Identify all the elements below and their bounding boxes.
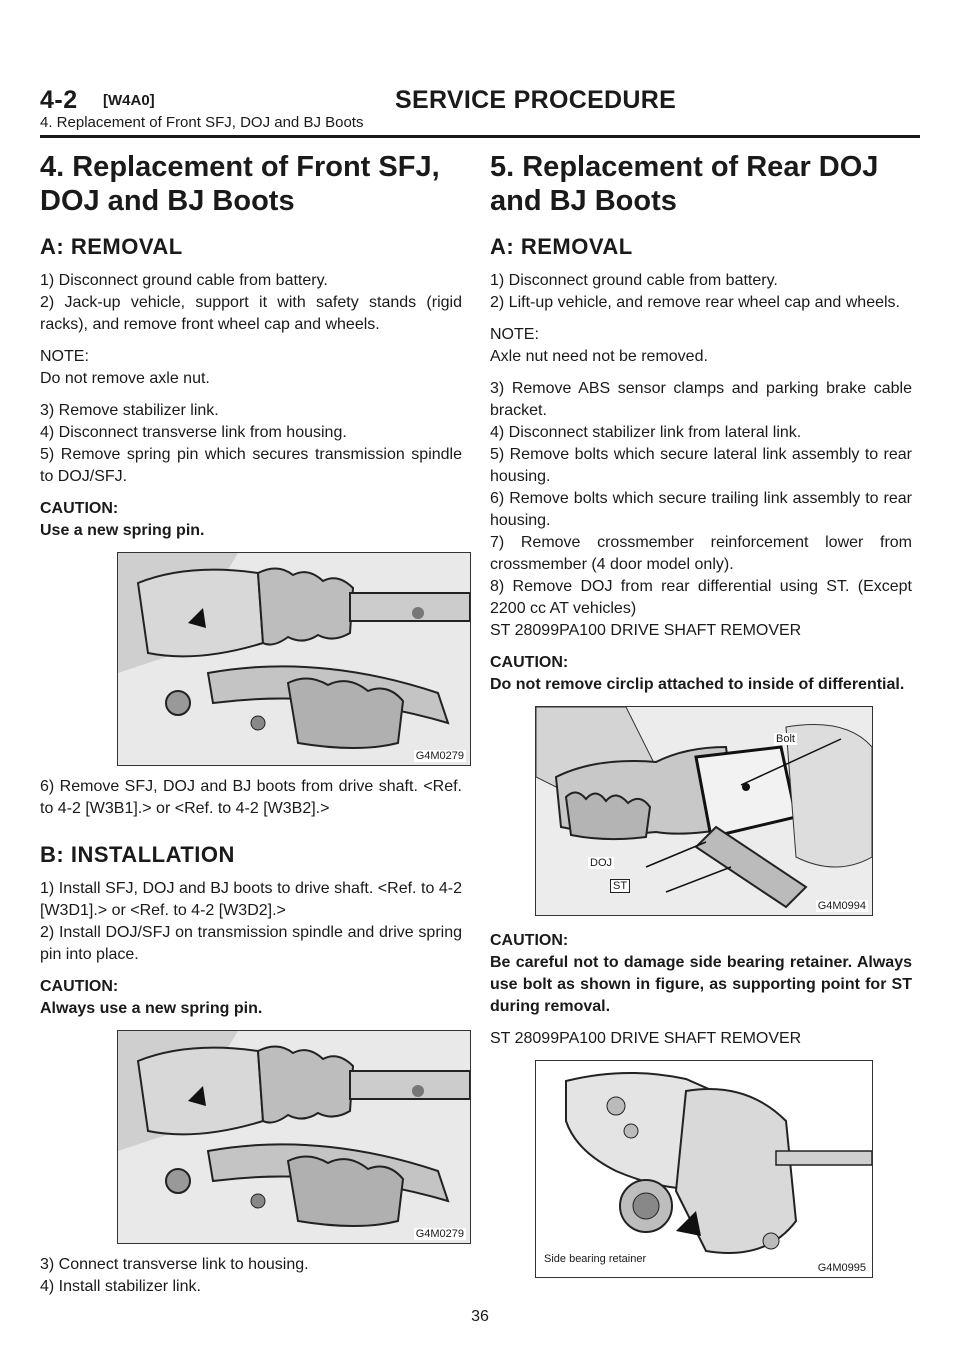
special-tool: ST 28099PA100 DRIVE SHAFT REMOVER xyxy=(490,1030,802,1047)
step: 4) Disconnect stabilizer link from lateral link. xyxy=(490,424,802,441)
rear-doj-illustration xyxy=(536,707,872,915)
step: 4) Install stabilizer link. xyxy=(40,1278,201,1295)
right-column xyxy=(490,150,912,1278)
side-bearing-retainer-label: Side bearing retainer xyxy=(544,1253,647,1265)
step: 6) Remove SFJ, DOJ and BJ boots from drive shaft. <Ref. to 4-2 [W3B1].> or <Ref. to 4-2 [W3B2].> xyxy=(40,778,462,817)
section-code: [W4A0] xyxy=(103,92,155,109)
figure-drive-shaft xyxy=(117,1030,471,1244)
note-text: Axle nut need not be removed. xyxy=(490,348,708,365)
doj-label: DOJ xyxy=(590,857,612,869)
step: 8) Remove DOJ from rear differential using ST. (Except 2200 cc AT vehicles) xyxy=(490,578,912,617)
section-number: 4-2 xyxy=(40,86,78,114)
step: 3) Connect transverse link to housing. xyxy=(40,1256,309,1273)
caution-label: CAUTION: xyxy=(490,932,569,949)
step: 3) Remove stabilizer link. xyxy=(40,402,219,419)
drive-shaft-illustration xyxy=(118,1031,470,1243)
chapter-title xyxy=(40,150,462,218)
figure-id: G4M0994 xyxy=(817,900,866,912)
figure-id: G4M0279 xyxy=(415,1228,464,1240)
bolt-label: Bolt xyxy=(776,733,795,745)
page-number: 36 xyxy=(471,1308,489,1325)
caution-text: Do not remove circlip attached to inside of differential. xyxy=(490,676,905,693)
step: 7) Remove crossmember reinforcement lower from crossmember (4 door model only). xyxy=(490,534,912,573)
figure-side-bearing-retainer xyxy=(535,1060,873,1278)
step: 2) Jack-up vehicle, support it with safety stands (rigid racks), and remove front wheel cap and wheels. xyxy=(40,294,462,333)
chapter-title xyxy=(490,150,912,218)
step: 5) Remove spring pin which secures transmission spindle to DOJ/SFJ. xyxy=(40,446,462,485)
step: 2) Lift-up vehicle, and remove rear wheel cap and wheels. xyxy=(490,294,900,311)
caution-text: Use a new spring pin. xyxy=(40,522,205,539)
chapter-title-line: and BJ Boots xyxy=(490,185,677,217)
step: 4) Disconnect transverse link from housing. xyxy=(40,424,347,441)
step: 2) Install DOJ/SFJ on transmission spindle and drive spring pin into place. xyxy=(40,924,462,963)
step: 1) Disconnect ground cable from battery. xyxy=(490,272,778,289)
caution-label: CAUTION: xyxy=(490,654,569,671)
caution-text: Be careful not to damage side bearing retainer. Always use bolt as shown in figure, as supporting point for ST during removal. xyxy=(490,954,912,1015)
removal-heading: A: REMOVAL xyxy=(40,234,183,259)
chapter-title-line: DOJ and BJ Boots xyxy=(40,185,295,217)
st-label: ST xyxy=(610,879,630,893)
caution-label: CAUTION: xyxy=(40,500,119,517)
step: 6) Remove bolts which secure trailing link assembly to rear housing. xyxy=(490,490,912,529)
note-label: NOTE: xyxy=(40,348,89,365)
step: 1) Install SFJ, DOJ and BJ boots to drive shaft. <Ref. to 4-2 [W3D1].> or <Ref. to 4-2 [W3D2].> xyxy=(40,880,462,919)
drive-shaft-illustration xyxy=(118,553,470,765)
header-title: SERVICE PROCEDURE xyxy=(395,86,677,114)
chapter-title-line: 5. Replacement of Rear DOJ xyxy=(490,151,879,183)
figure-drive-shaft xyxy=(117,552,471,766)
left-column xyxy=(40,150,462,1298)
caution-label: CAUTION: xyxy=(40,978,119,995)
figure-id: G4M0279 xyxy=(415,750,464,762)
chapter-title-line: 4. Replacement of Front SFJ, xyxy=(40,151,440,183)
removal-heading: A: REMOVAL xyxy=(490,234,633,259)
figure-rear-differential xyxy=(535,706,873,916)
header-rule xyxy=(40,135,920,138)
installation-heading: B: INSTALLATION xyxy=(40,842,235,867)
header-subtitle: 4. Replacement of Front SFJ, DOJ and BJ Boots xyxy=(40,114,364,131)
step: 1) Disconnect ground cable from battery. xyxy=(40,272,328,289)
note-text: Do not remove axle nut. xyxy=(40,370,210,387)
special-tool: ST 28099PA100 DRIVE SHAFT REMOVER xyxy=(490,622,802,639)
caution-text: Always use a new spring pin. xyxy=(40,1000,263,1017)
step: 3) Remove ABS sensor clamps and parking brake cable bracket. xyxy=(490,380,912,419)
page-header xyxy=(40,86,920,136)
step: 5) Remove bolts which secure lateral link assembly to rear housing. xyxy=(490,446,912,485)
note-label: NOTE: xyxy=(490,326,539,343)
differential-illustration xyxy=(536,1061,872,1277)
figure-id: G4M0995 xyxy=(817,1262,866,1274)
